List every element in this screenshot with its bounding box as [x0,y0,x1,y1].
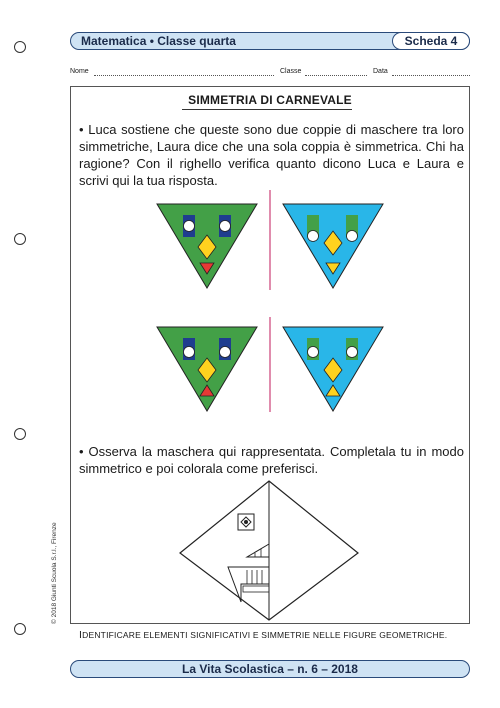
green-mask-bottom [157,327,257,411]
diamond-mask-outline [180,481,358,620]
objective-initial: I [79,629,83,641]
exercise-2-text: • Osserva la maschera qui rappresentata. Completala tu in modo simmetrico e poi colorala come preferisci. [79,444,464,476]
sheet-label: Scheda 4 [392,32,470,50]
date-label: Data [373,68,388,75]
exercise-1-text: • Luca sostiene che queste sono due coppie di maschere tra loro simmetriche, Laura dice che una sola coppia è simmetrica. Chi ha ragione? Con il righello verifica quanto dicono Luca e Laura e scrivi qui la tua risposta. [79,122,464,188]
copyright-notice: © 2018 Giunti Scuola S.r.l., Firenze [51,522,58,624]
learning-objective [79,629,447,641]
blue-mask-bottom [283,327,383,411]
green-mask-top [157,204,257,288]
blue-mask-top [283,204,383,288]
name-label: Nome [70,68,89,75]
class-label: Classe [280,68,302,75]
subject-label: Matematica • Classe quarta [81,34,236,48]
footer-bar: La Vita Scolastica – n. 6 – 2018 [70,660,470,678]
objective-text: DENTIFICARE ELEMENTI SIGNIFICATIVI E SIMMETRIE NELLE FIGURE GEOMETRICHE. [82,630,448,640]
worksheet-title: SIMMETRIA DI CARNEVALE [188,93,352,107]
